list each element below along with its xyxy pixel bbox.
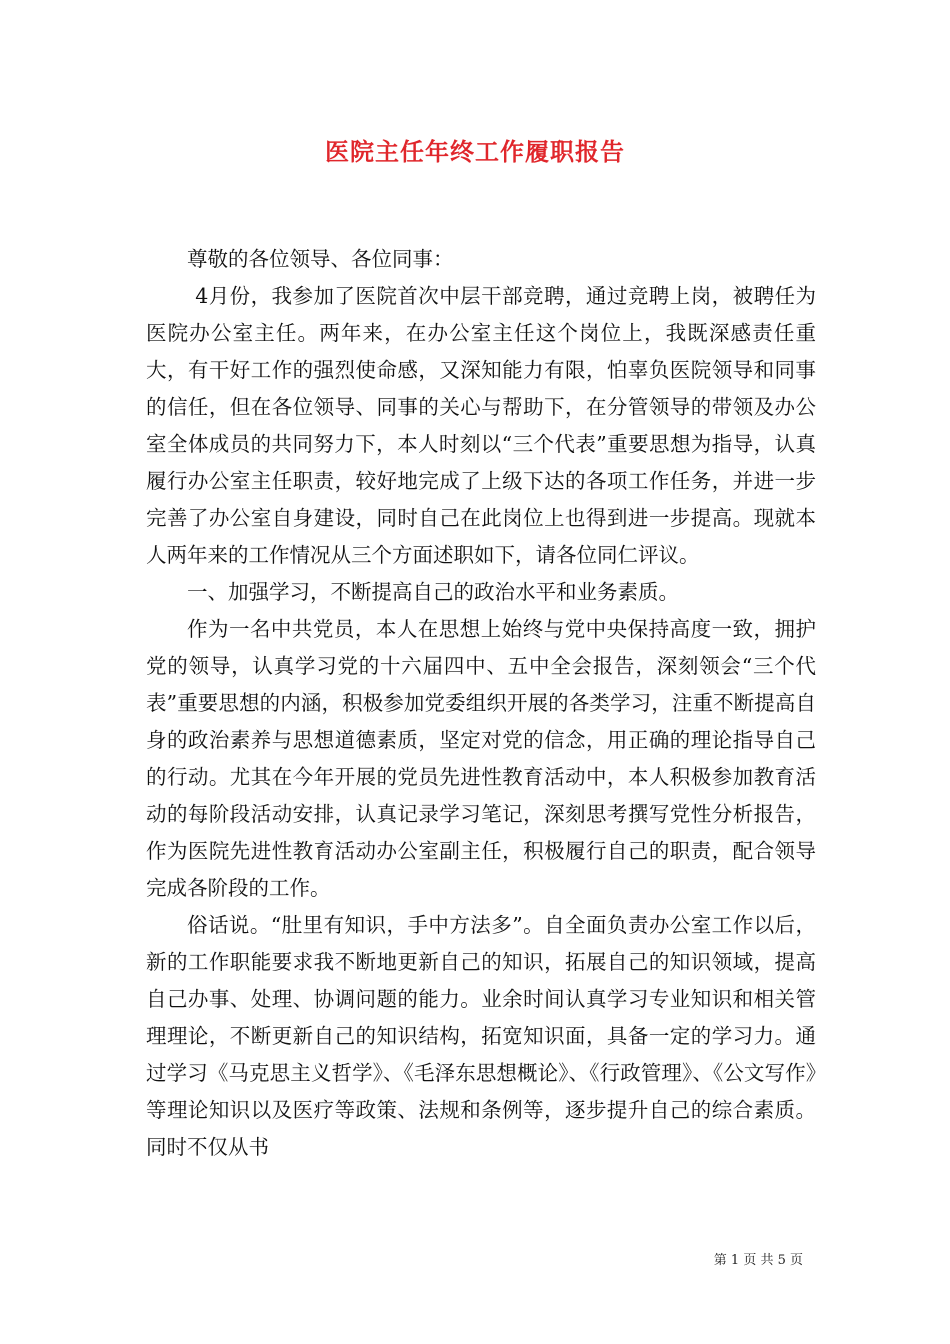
body-paragraph: 作为一名中共党员，本人在思想上始终与党中央保持高度一致，拥护党的领导，认真学习党的十六届四中、五中全会报告，深刻领会“三个代表”重要思想的内涵，积极参加党委组织开展的各类学习，注重不断提高自身的政治素养与思想道德素质，坚定对党的信念，用正确的理论指导自己的行动。尤其在今年开展的党员先进性教育活动中，本人积极参加教育活动的每阶段活动安排，认真记录学习笔记，深刻思考撰写党性分析报告，作为医院先进性教育活动办公室副主任，积极履行自己的职责，配合领导完成各阶段的工作。 — [146, 617, 816, 900]
section-heading-1: 一、加强学习，不断提高自己的政治水平和业务素质。 — [187, 580, 679, 604]
document-title: 医院主任年终工作履职报告 — [325, 137, 625, 166]
salutation-paragraph: 尊敬的各位领导、各位同事： — [187, 247, 454, 271]
page-number: 第 1 页 共 5 页 — [713, 1253, 803, 1268]
document-body — [146, 241, 816, 1166]
body-paragraph: 俗话说。“肚里有知识，手中方法多”。自全面负责办公室工作以后，新的工作职能要求我不断地更新自己的知识，拓展自己的知识领域，提高自己办事、处理、协调问题的能力。业余时间认真学习专业知识和相关管理理论，不断更新自己的知识结构，拓宽知识面，具备一定的学习力。通过学习《马克思主义哲学》、《毛泽东思想概论》、《行政管理》、《公文写作》等理论知识以及医疗等政策、法规和条例等，逐步提升自己的综合素质。同时不仅从书 — [146, 913, 816, 1159]
intro-paragraph: 4月份，我参加了医院首次中层干部竞聘，通过竞聘上岗，被聘任为医院办公室主任。两年来，在办公室主任这个岗位上，我既深感责任重大，有干好工作的强烈使命感，又深知能力有限，怕辜负医院领导和同事的信任，但在各位领导、同事的关心与帮助下，在分管领导的带领及办公室全体成员的共同努力下，本人时刻以“三个代表”重要思想为指导，认真履行办公室主任职责，较好地完成了上级下达的各项工作任务，并进一步完善了办公室自身建设，同时自己在此岗位上也得到进一步提高。现就本人两年来的工作情况从三个方面述职如下，请各位同仁评议。 — [146, 284, 816, 567]
